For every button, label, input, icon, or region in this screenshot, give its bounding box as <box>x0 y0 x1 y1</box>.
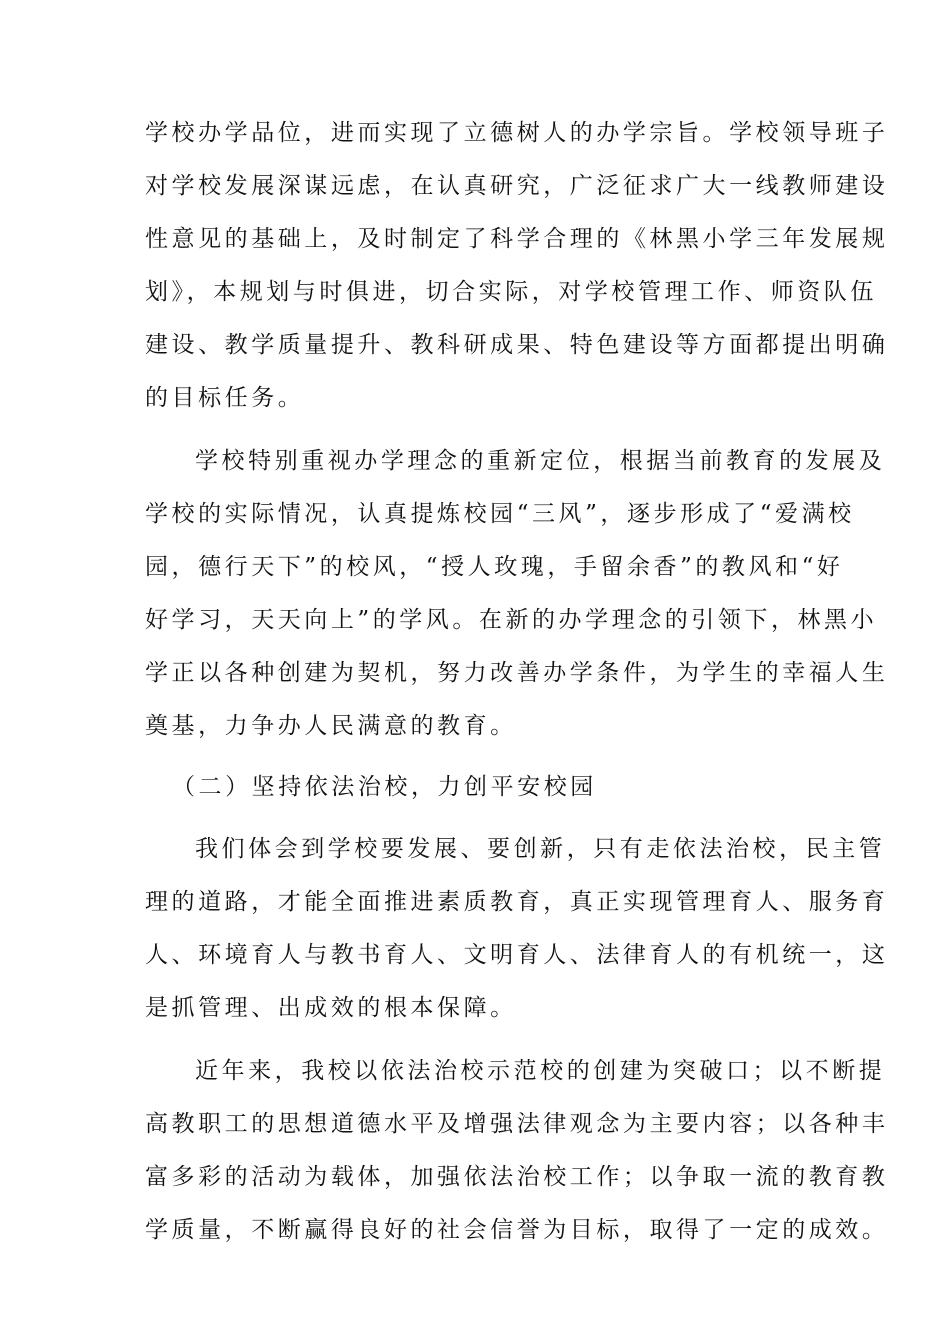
paragraph-2-line-5: 学正以各种创建为契机，努力改善办学条件，为学生的幸福人生 <box>145 660 889 686</box>
paragraph-2-line-4: 好学习，天天向上”的学风。在新的办学理念的引领下，林黑小 <box>145 607 878 633</box>
paragraph-4-line-1: 近年来，我校以依法治校示范校的创建为突破口；以不断提 <box>195 1058 886 1084</box>
paragraph-3-line-3: 人、环境育人与教书育人、文明育人、法律育人的有机统一，这 <box>145 942 889 968</box>
paragraph-4-line-3: 富多彩的活动为载体，加强依法治校工作；以争取一流的教育教 <box>145 1164 889 1190</box>
paragraph-3-line-4: 是抓管理、出成效的根本保障。 <box>145 995 517 1021</box>
section-heading: （二）坚持依法治校，力创平安校园 <box>172 774 597 800</box>
paragraph-4-line-2: 高教职工的思想道德水平及增强法律观念为主要内容；以各种丰 <box>145 1111 889 1137</box>
paragraph-2-line-2: 学校的实际情况，认真提炼校园“三风”，逐步形成了“爱满校 <box>145 501 855 527</box>
paragraph-1-line-6: 的目标任务。 <box>145 385 305 411</box>
paragraph-1-line-2: 对学校发展深谋远虑，在认真研究，广泛征求广大一线教师建设 <box>145 173 889 199</box>
paragraph-1-line-5: 建设、教学质量提升、教科研成果、特色建设等方面都提出明确 <box>145 332 889 358</box>
paragraph-3-line-1: 我们体会到学校要发展、要创新，只有走依法治校，民主管 <box>195 836 886 862</box>
paragraph-4-line-4: 学质量，不断赢得良好的社会信誉为目标，取得了一定的成效。 <box>145 1217 889 1243</box>
paragraph-2-line-1: 学校特别重视办学理念的重新定位，根据当前教育的发展及 <box>195 448 886 474</box>
paragraph-2-line-3: 园，德行天下”的校风，“授人玫瑰，手留余香”的教风和“好 <box>145 554 844 580</box>
paragraph-3-line-2: 理的道路，才能全面推进素质教育，真正实现管理育人、服务育 <box>145 889 889 915</box>
paragraph-1-line-1: 学校办学品位，进而实现了立德树人的办学宗旨。学校领导班子 <box>145 120 889 146</box>
paragraph-1-line-4: 划》，本规划与时俱进，切合实际，对学校管理工作、师资队伍 <box>145 279 877 305</box>
paragraph-2-line-6: 奠基，力争办人民满意的教育。 <box>145 713 517 739</box>
paragraph-1-line-3: 性意见的基础上，及时制定了科学合理的《林黑小学三年发展规 <box>145 226 889 252</box>
